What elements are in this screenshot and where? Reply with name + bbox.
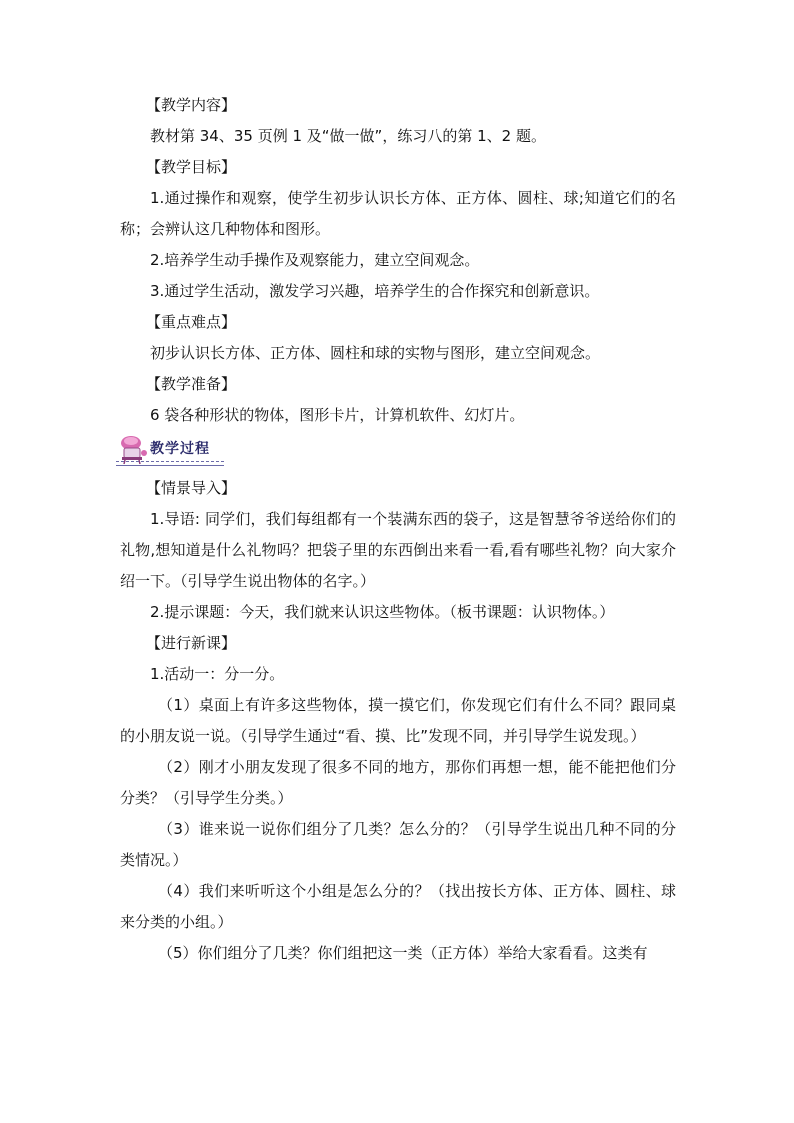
activity-step-4: （4）我们来听听这个小组是怎么分的？（找出按长方体、正方体、圆柱、球来分类的小组。）: [120, 882, 676, 931]
key-points-text: 初步认识长方体、正方体、圆柱和球的实物与图形，建立空间观念。: [150, 344, 601, 362]
banner-underline: [116, 461, 224, 466]
lesson-plan-body: [120, 90, 676, 969]
goal-item-1: 1.通过操作和观察，使学生初步认识长方体、正方体、圆柱、球;知道它们的名称；会辨认这几种物体和图形。: [120, 189, 676, 238]
activity-step-1: （1）桌面上有许多这些物体，摸一摸它们，你发现它们有什么不同？跟同桌的小朋友说一说。（引导学生通过“看、摸、比”发现不同，并引导学生说发现。）: [120, 696, 676, 745]
teaching-content-text: 教材第 34、35 页例 1 及“做一做”，练习八的第 1、2 题。: [150, 127, 546, 145]
activity-step-5: （5）你们组分了几类？你们组把这一类（正方体）举给大家看看。这类有: [158, 944, 648, 962]
heading-preparation: 【教学准备】: [146, 375, 237, 393]
activity-1: 1.活动一：分一分。: [150, 665, 285, 683]
activity-step-2: （2）刚才小朋友发现了很多不同的地方，那你们再想一想，能不能把他们分分类？（引导学生分类。）: [120, 758, 676, 807]
preparation-text: 6 袋各种形状的物体，图形卡片，计算机软件、幻灯片。: [150, 406, 525, 424]
heading-teaching-goals: 【教学目标】: [146, 158, 237, 176]
section-banner-label: 教学过程: [150, 441, 210, 457]
goal-item-3: 3.通过学生活动，激发学习兴趣，培养学生的合作探究和创新意识。: [150, 282, 600, 300]
section-banner: [116, 433, 676, 469]
intro-item-1: 1.导语: 同学们，我们每组都有一个装满东西的袋子，这是智慧爷爷送给你们的礼物,想知道是什么礼物吗？把袋子里的东西倒出来看一看,看有哪些礼物？向大家介绍一下。（引导学生说出物体的名字。）: [120, 510, 676, 590]
goal-item-2: 2.培养学生动手操作及观察能力，建立空间观念。: [150, 251, 480, 269]
heading-scene-intro: 【情景导入】: [146, 479, 237, 497]
heading-teaching-content: 【教学内容】: [146, 96, 237, 114]
heading-new-lesson: 【进行新课】: [146, 634, 237, 652]
heading-key-points: 【重点难点】: [146, 313, 237, 331]
intro-item-2: 2.提示课题：今天，我们就来认识这些物体。（板书课题：认识物体。）: [150, 603, 615, 621]
activity-step-3: （3）谁来说一说你们组分了几类？怎么分的？（引导学生说出几种不同的分类情况。）: [120, 820, 676, 869]
